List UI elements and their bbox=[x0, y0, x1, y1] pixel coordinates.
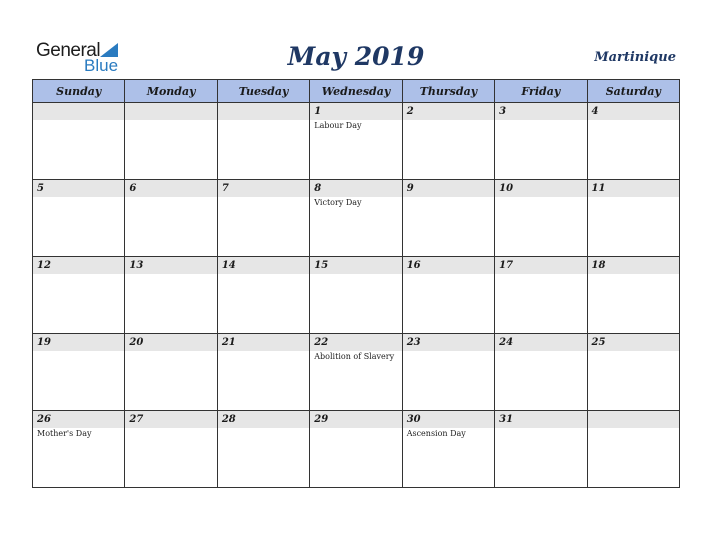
day-number-bar bbox=[403, 103, 494, 120]
day-cell bbox=[125, 257, 217, 334]
holiday-label bbox=[495, 120, 586, 121]
week-row bbox=[33, 103, 680, 180]
weekday-header-thursday: Thursday bbox=[402, 80, 494, 103]
day-number: 13 bbox=[129, 260, 144, 271]
day-number: 26 bbox=[37, 414, 51, 425]
day-number: 1 bbox=[314, 106, 322, 117]
day-number-bar bbox=[125, 180, 216, 197]
holiday-label bbox=[310, 428, 401, 429]
day-number-bar bbox=[218, 180, 309, 197]
day-cell bbox=[310, 334, 402, 411]
day-number-bar bbox=[403, 180, 494, 197]
day-number: 12 bbox=[37, 260, 51, 271]
day-cell bbox=[402, 411, 494, 488]
day-cell bbox=[33, 257, 125, 334]
day-cell bbox=[217, 180, 309, 257]
day-number-bar bbox=[495, 411, 586, 428]
holiday-label bbox=[403, 351, 494, 352]
day-number-bar bbox=[33, 103, 124, 120]
holiday-label bbox=[588, 351, 679, 352]
holiday-label bbox=[33, 120, 124, 121]
holiday-label bbox=[218, 428, 309, 429]
holiday-label bbox=[33, 197, 124, 198]
day-cell bbox=[125, 411, 217, 488]
holiday-label bbox=[403, 120, 494, 121]
holiday-label bbox=[33, 274, 124, 275]
day-number: 27 bbox=[129, 414, 144, 425]
day-number-bar bbox=[310, 103, 401, 120]
day-cell bbox=[217, 334, 309, 411]
weekday-header-tuesday: Tuesday bbox=[217, 80, 309, 103]
day-cell bbox=[33, 103, 125, 180]
holiday-label bbox=[125, 197, 216, 198]
day-number: 14 bbox=[221, 260, 236, 271]
day-cell bbox=[217, 257, 309, 334]
holiday-label bbox=[310, 274, 401, 275]
day-number: 24 bbox=[499, 337, 514, 348]
day-cell bbox=[402, 103, 494, 180]
weekday-header-friday: Friday bbox=[495, 80, 587, 103]
day-number: 20 bbox=[129, 337, 144, 348]
holiday-label: Abolition of Slavery bbox=[314, 352, 395, 361]
day-number-bar bbox=[33, 411, 124, 428]
day-number-bar bbox=[33, 257, 124, 274]
day-cell bbox=[33, 180, 125, 257]
day-number-bar bbox=[125, 411, 216, 428]
day-number-bar bbox=[33, 334, 124, 351]
day-cell bbox=[33, 411, 125, 488]
weekday-header-row bbox=[33, 80, 680, 103]
day-number: 2 bbox=[406, 106, 414, 117]
holiday-label bbox=[33, 351, 124, 352]
day-number-bar bbox=[588, 103, 679, 120]
week-row bbox=[33, 411, 680, 488]
day-number: 16 bbox=[406, 260, 421, 271]
day-number: 28 bbox=[221, 414, 236, 425]
day-cell bbox=[310, 257, 402, 334]
day-number-bar bbox=[125, 334, 216, 351]
day-cell bbox=[495, 411, 587, 488]
day-cell bbox=[125, 334, 217, 411]
day-number-bar bbox=[218, 257, 309, 274]
holiday-label bbox=[588, 274, 679, 275]
day-number: 9 bbox=[406, 183, 414, 194]
day-number: 29 bbox=[314, 414, 329, 425]
holiday-label bbox=[125, 351, 216, 352]
weekday-header-monday: Monday bbox=[125, 80, 217, 103]
day-cell bbox=[587, 411, 679, 488]
day-number: 30 bbox=[406, 414, 421, 425]
holiday-label bbox=[125, 428, 216, 429]
day-cell bbox=[125, 180, 217, 257]
day-number-bar bbox=[218, 103, 309, 120]
day-cell bbox=[402, 334, 494, 411]
day-number-bar bbox=[125, 103, 216, 120]
day-number-bar bbox=[310, 411, 401, 428]
day-cell bbox=[310, 103, 402, 180]
holiday-label: Ascension Day bbox=[406, 429, 466, 438]
holiday-label bbox=[495, 197, 586, 198]
day-number-bar bbox=[218, 334, 309, 351]
day-number: 8 bbox=[314, 183, 322, 194]
weekday-header-wednesday: Wednesday bbox=[310, 80, 402, 103]
holiday-label bbox=[403, 197, 494, 198]
holiday-label bbox=[218, 120, 309, 121]
day-number: 6 bbox=[129, 183, 137, 194]
day-number-bar bbox=[588, 411, 679, 428]
holiday-label: Victory Day bbox=[314, 198, 362, 207]
holiday-label bbox=[218, 274, 309, 275]
day-cell bbox=[402, 257, 494, 334]
day-number: 21 bbox=[221, 337, 236, 348]
day-cell bbox=[495, 334, 587, 411]
holiday-label bbox=[218, 197, 309, 198]
holiday-label bbox=[218, 351, 309, 352]
day-number-bar bbox=[403, 411, 494, 428]
day-number-bar bbox=[125, 257, 216, 274]
day-number: 25 bbox=[591, 337, 606, 348]
day-number: 19 bbox=[37, 337, 51, 348]
holiday-label bbox=[588, 428, 679, 429]
holiday-label bbox=[588, 197, 679, 198]
day-cell bbox=[33, 334, 125, 411]
day-cell bbox=[217, 103, 309, 180]
weekday-header-sunday: Sunday bbox=[33, 80, 125, 103]
day-number-bar bbox=[403, 334, 494, 351]
day-cell bbox=[310, 411, 402, 488]
day-number-bar bbox=[588, 334, 679, 351]
weekday-header-saturday: Saturday bbox=[587, 80, 679, 103]
logo-text-blue: Blue bbox=[84, 56, 119, 75]
day-number-bar bbox=[495, 103, 586, 120]
day-number: 3 bbox=[499, 106, 507, 117]
day-cell bbox=[587, 257, 679, 334]
day-number-bar bbox=[495, 180, 586, 197]
week-row bbox=[33, 257, 680, 334]
day-number-bar bbox=[218, 411, 309, 428]
day-cell bbox=[495, 103, 587, 180]
day-number-bar bbox=[310, 180, 401, 197]
holiday-label bbox=[125, 274, 216, 275]
week-row bbox=[33, 334, 680, 411]
day-number-bar bbox=[33, 180, 124, 197]
holiday-label: Labour Day bbox=[314, 121, 362, 130]
logo-text-general: General bbox=[36, 40, 101, 61]
day-number-bar bbox=[403, 257, 494, 274]
week-row bbox=[33, 180, 680, 257]
day-number: 23 bbox=[406, 337, 421, 348]
holiday-label bbox=[495, 351, 586, 352]
day-cell bbox=[495, 257, 587, 334]
day-number: 15 bbox=[314, 260, 329, 271]
day-cell bbox=[495, 180, 587, 257]
day-number: 7 bbox=[221, 183, 229, 194]
day-cell bbox=[587, 180, 679, 257]
day-number: 4 bbox=[591, 106, 599, 117]
day-number: 5 bbox=[37, 183, 44, 194]
day-number: 11 bbox=[591, 183, 606, 194]
day-number-bar bbox=[588, 180, 679, 197]
day-number: 31 bbox=[499, 414, 514, 425]
day-cell bbox=[587, 103, 679, 180]
day-number: 18 bbox=[591, 260, 606, 271]
holiday-label bbox=[403, 274, 494, 275]
day-number: 17 bbox=[499, 260, 514, 271]
holiday-label: Mother's Day bbox=[37, 429, 92, 438]
holiday-label bbox=[495, 274, 586, 275]
day-cell bbox=[587, 334, 679, 411]
day-number-bar bbox=[310, 334, 401, 351]
day-number: 10 bbox=[499, 183, 514, 194]
holiday-label bbox=[125, 120, 216, 121]
day-number-bar bbox=[310, 257, 401, 274]
day-cell bbox=[402, 180, 494, 257]
region-label: Martinique bbox=[594, 50, 676, 65]
day-number-bar bbox=[588, 257, 679, 274]
day-number-bar bbox=[495, 334, 586, 351]
day-number: 22 bbox=[314, 337, 329, 348]
day-number-bar bbox=[495, 257, 586, 274]
day-cell bbox=[125, 103, 217, 180]
calendar-title: May 2019 bbox=[287, 42, 425, 71]
day-cell bbox=[310, 180, 402, 257]
day-cell bbox=[217, 411, 309, 488]
holiday-label bbox=[495, 428, 586, 429]
holiday-label bbox=[588, 120, 679, 121]
calendar-grid bbox=[32, 79, 680, 488]
